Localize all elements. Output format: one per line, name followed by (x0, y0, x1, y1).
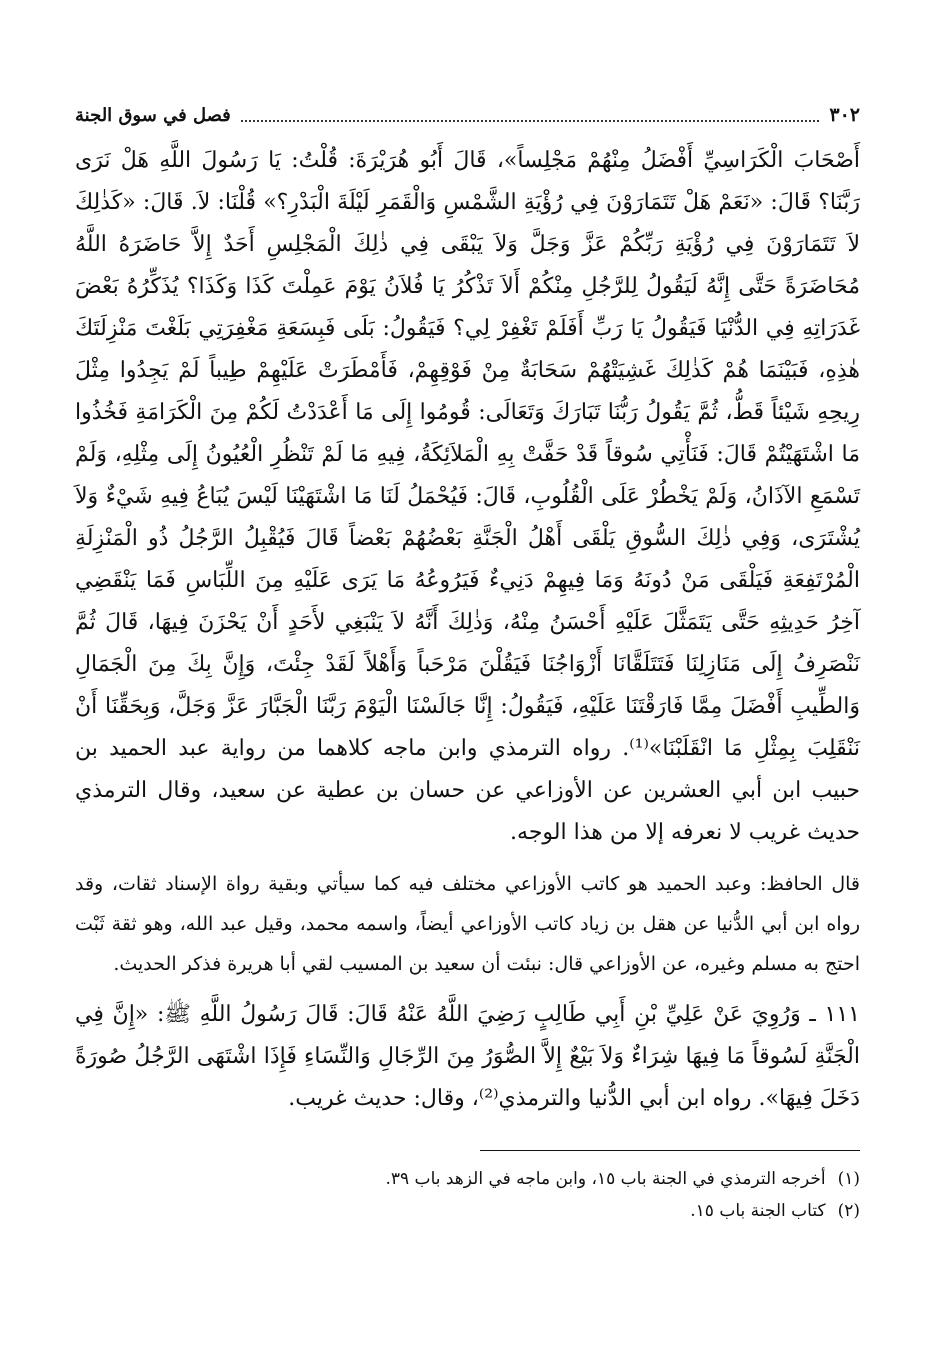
footnote-item (75, 1163, 860, 1195)
page-number: ٣٠٢ (829, 104, 860, 126)
header-dotted-leader (241, 119, 820, 122)
footnote-text: أخرجه الترمذي في الجنة باب ١٥، وابن ماجه في الزهد باب ٣٩. (385, 1169, 826, 1189)
footnote-separator (480, 1150, 860, 1151)
chapter-title: فصل في سوق الجنة (75, 105, 231, 126)
page-body (75, 140, 860, 1120)
hafiz-commentary: قال الحافظ: وعبد الحميد هو كاتب الأوزاعي مختلف فيه كما سيأتي وبقية رواة الإسناد ثقات، وقد رواه ابن أبي الدُّنيا عن هقل بن زياد كاتب الأوزاعي أيضاً، واسمه محمد، وقيل عبد الله، وهو ثقة ثَبْت احتج به مسلم وغيره، عن الأوزاعي قال: نبئت أن سعيد بن المسيب لقي أبا هريرة فذكر الحديث. (75, 873, 860, 975)
footnote-text: كتاب الجنة باب ١٥. (690, 1201, 826, 1221)
hadith-111-text: ١١١ ـ وَرُوِيَ عَنْ عَلِيِّ بْنِ أَبِي طَالِبٍ رَضِيَ اللَّهُ عَنْهُ قَالَ: قَالَ رَسُولُ اللَّهِ ﷺ: «إِنَّ فِي الْجَنَّةِ لَسُوقاً مَا فِيهَا شِرَاءٌ وَلاَ بَيْعٌ إِلاَّ الصُّوَرُ مِنَ الرِّجَالِ وَالنِّسَاءِ فَإِذَا اشْتَهَى الرَّجُلُ صُورَةً دَخَلَ فِيهَا». رواه ابن أبي الدُّنيا والترمذي⁽²⁾، وقال: حديث غريب. (75, 1002, 860, 1111)
book-page (75, 92, 860, 1227)
hadith-110-text: أَصْحَابَ الْكَرَاسِيِّ أَفْضَلُ مِنْهُمْ مَجْلِساً»، قَالَ أَبُو هُرَيْرَةَ: قُلْتُ: يَا رَسُولَ اللَّهِ هَلْ نَرَى رَبَّنَا؟ قَالَ: «نَعَمْ هَلْ تَتَمَارَوْنَ فِي رُؤْيَةِ الشَّمْسِ وَالْقَمَرِ لَيْلَةَ الْبَدْرِ؟» قُلْنَا: لاَ. قَالَ: «كَذٰلِكَ لاَ تَتَمَارَوْنَ فِي رُؤْيَةِ رَبِّكُمْ عَزَّ وَجَلَّ وَلاَ يَبْقَى فِي ذٰلِكَ الْمَجْلِسِ أَحَدٌ إِلاَّ حَاضَرَهُ اللَّهُ مُحَاضَرَةً حَتَّى إِنَّهُ لَيَقُولُ لِلرَّجُلِ مِنْكُمْ أَلاَ تَذْكُرُ يَا فُلاَنُ يَوْمَ عَمِلْتَ كَذَا وَكَذَا؟ يُذَكِّرُهُ بَعْضَ غَدَرَاتِهِ فِي الدُّنْيَا فَيَقُولُ يَا رَبِّ أَفَلَمْ تَغْفِرْ لِي؟ فَيَقُولُ: بَلَى فَبِسَعَةِ مَغْفِرَتِي بَلَغْتَ مَنْزِلَتَكَ هٰذِهِ، فَبَيْنَمَا هُمْ كَذٰلِكَ غَشِيَتْهُمْ سَحَابَةٌ مِنْ فَوْقِهِمْ، فَأَمْطَرَتْ عَلَيْهِمْ طِيباً لَمْ يَجِدُوا مِثْلَ رِيحِهِ شَيْئاً قَطُّ، ثُمَّ يَقُولُ رَبُّنَا تَبَارَكَ وَتَعَالَى: قُومُوا إِلَى مَا أَعْدَدْتُ لَكُمْ مِنَ الْكَرَامَةِ فَخُذُوا مَا اشْتَهَيْتُمْ قَالَ: فَنَأْتِي سُوقاً قَدْ حَفَّتْ بِهِ الْمَلاَئِكَةُ، فِيهِ مَا لَمْ تَنْظُرِ الْعُيُونُ إِلَى مِثْلِهِ، وَلَمْ تَسْمَعِ الآذَانُ، وَلَمْ يَخْطُرْ عَلَى الْقُلُوبِ، قَالَ: فَيُحْمَلُ لَنَا مَا اشْتَهَيْنَا لَيْسَ يُبَاعُ فِيهِ شَيْءٌ وَلاَ يُشْتَرَى، وَفِي ذٰلِكَ السُّوقِ يَلْقَى أَهْلُ الْجَنَّةِ بَعْضُهُمْ بَعْضاً قَالَ فَيُقْبِلُ الرَّجُلُ ذُو الْمَنْزِلَةِ الْمُرْتَفِعَةِ فَيَلْقَى مَنْ دُونَهُ وَمَا فِيهِمْ دَنِيءٌ فَيَرُوعُهُ مَا يَرَى عَلَيْهِ مِنَ اللِّبَاسِ فَمَا يَنْقَضِي آخِرُ حَدِيثِهِ حَتَّى يَتَمَثَّلَ عَلَيْهِ أَحْسَنُ مِنْهُ، وَذٰلِكَ أَنَّهُ لاَ يَنْبَغِي لأَحَدٍ أَنْ يَحْزَنَ فِيهَا، قَالَ ثُمَّ نَنْصَرِفُ إِلَى مَنَازِلِنَا فَتَتَلَقَّانَا أَزْوَاجُنَا فَيَقُلْنَ مَرْحَباً وَأَهْلاً لَقَدْ جِئْتَ، وَإِنَّ بِكَ مِنَ الْجَمَالِ وَالطِّيبِ أَفْضَلَ مِمَّا فَارَقْتَنَا عَلَيْهِ، فَيَقُولُ: إِنَّا جَالَسْنَا الْيَوْمَ رَبَّنَا الْجَبَّارَ عَزَّ وَجَلَّ، وَبِحَقِّنَا أَنْ نَنْقَلِبَ بِمِثْلِ مَا انْقَلَبْنَا»⁽¹⁾. رواه الترمذي وابن ماجه كلاهما من رواية عبد الحميد بن حبيب ابن أبي العشرين عن الأوزاعي عن حسان بن عطية عن سعيد، وقال الترمذي حديث غريب لا نعرفه إلا من هذا الوجه. (75, 148, 861, 845)
page-header (75, 92, 860, 132)
footnote-key: (٢) (837, 1201, 860, 1221)
footnote-item (75, 1195, 860, 1227)
footnote-key: (١) (837, 1169, 860, 1189)
footnotes (75, 1163, 860, 1227)
